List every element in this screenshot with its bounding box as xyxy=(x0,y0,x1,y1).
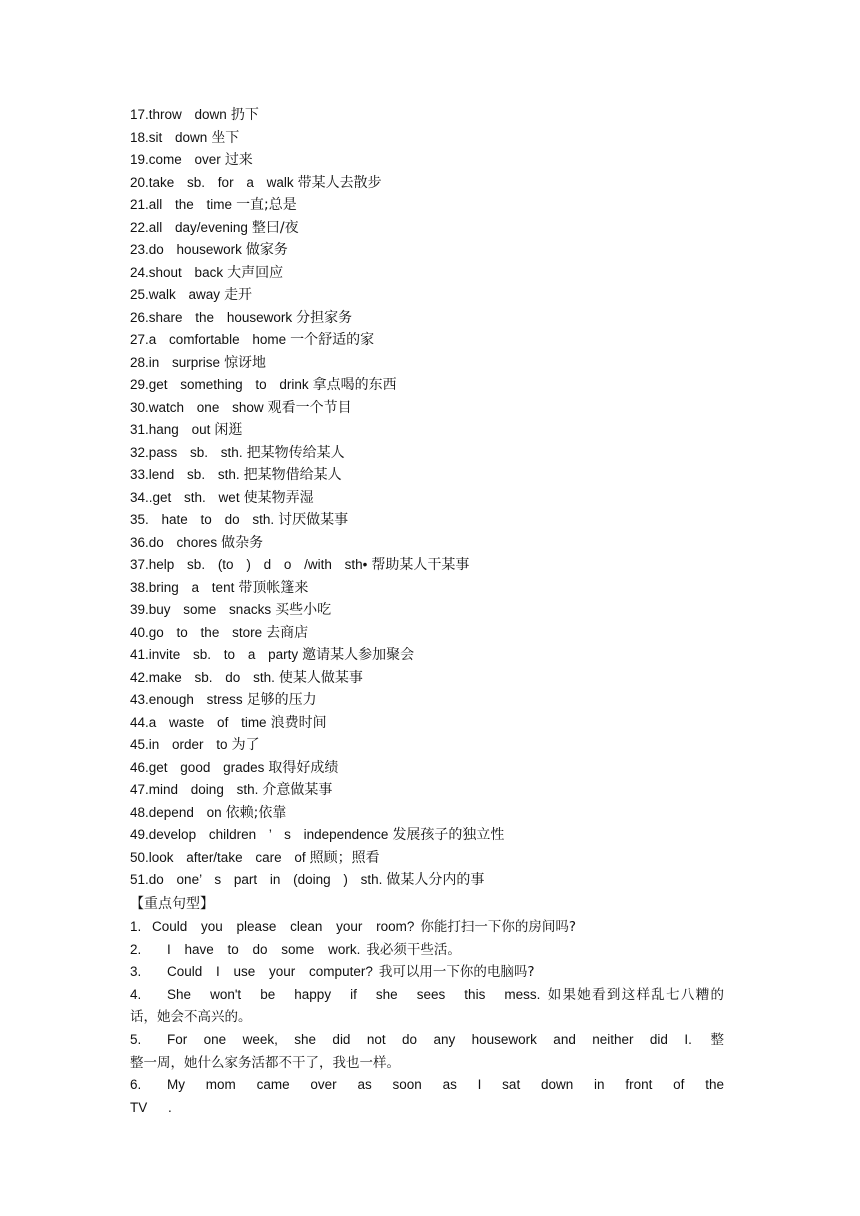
sentence-chinese: 整 xyxy=(709,1031,725,1048)
phrase-chinese: 拿点喝的东西 xyxy=(312,377,397,393)
phrase-item xyxy=(130,284,730,307)
sentence-english: Could you please clean your room? xyxy=(152,919,415,934)
phrase-number: 34. xyxy=(130,489,149,505)
phrase-number: 20. xyxy=(130,174,149,190)
phrase-item xyxy=(130,824,730,847)
phrase-number: 24. xyxy=(130,264,149,280)
phrase-number: 27. xyxy=(130,332,149,347)
sentence-item xyxy=(130,939,724,962)
phrase-english: shout back xyxy=(148,264,224,280)
phrase-item xyxy=(130,802,730,825)
sentence-english: For one week, she did not do any housework and neither did I. xyxy=(167,1031,692,1047)
phrase-number: 29. xyxy=(130,377,149,392)
phrase-chinese: 一直;总是 xyxy=(236,197,297,213)
phrase-item xyxy=(130,644,730,667)
phrase-chinese: 使某物弄湿 xyxy=(243,489,314,506)
phrase-english: all day/evening xyxy=(148,219,248,235)
phrase-chinese: 取得好成绩 xyxy=(268,759,339,776)
phrase-item xyxy=(130,419,730,442)
phrase-english: do chores xyxy=(148,534,218,550)
phrase-chinese: 大声回应 xyxy=(227,264,284,281)
phrase-number: 22. xyxy=(130,219,149,235)
phrase-chinese: 讨厌做某事 xyxy=(278,512,349,528)
sentence-number: 3. xyxy=(130,964,142,980)
sentence-english: She won't be happy if she sees this mess. xyxy=(167,986,541,1002)
phrase-english: share the housework xyxy=(148,309,293,325)
phrase-item xyxy=(130,869,730,892)
phrase-english: make sb. do sth. xyxy=(148,669,275,685)
phrase-chinese: 闲逛 xyxy=(214,422,243,438)
phrase-english: lend sb. sth. xyxy=(148,467,240,482)
phrase-number: 40. xyxy=(130,624,149,640)
phrase-chinese: 分担家务 xyxy=(296,309,353,326)
phrase-chinese: 做某人分内的事 xyxy=(386,872,485,888)
phrase-chinese: 做杂务 xyxy=(221,534,264,551)
phrase-number: 38. xyxy=(130,579,149,595)
phrase-item xyxy=(130,622,730,645)
phrase-item xyxy=(130,734,730,757)
phrase-chinese: 坐下 xyxy=(211,129,240,146)
sentence-chinese-continued: 整一周，她什么家务活都不干了，我也一样。 xyxy=(130,1054,400,1071)
phrase-item xyxy=(130,262,730,285)
phrase-item xyxy=(130,757,730,780)
phrase-number: 35. xyxy=(130,512,149,527)
phrase-chinese: 足够的压力 xyxy=(246,692,317,708)
phrase-english: take sb. for a walk xyxy=(148,174,294,190)
phrase-chinese: 把某物借给某人 xyxy=(243,467,342,483)
phrase-english: get good grades xyxy=(148,759,265,775)
sentence-english: I have to do some work. xyxy=(167,941,361,957)
phrase-number: 19. xyxy=(130,152,149,167)
phrase-number: 31. xyxy=(130,422,149,437)
phrase-item xyxy=(130,329,730,352)
sentence-chinese: 你能打扫一下你的房间吗? xyxy=(420,919,577,935)
phrase-item xyxy=(130,442,730,465)
phrase-number: 30. xyxy=(130,399,149,415)
phrase-chinese: 做家务 xyxy=(245,242,288,258)
phrase-english: do one’ s part in (doing ) sth. xyxy=(148,872,383,887)
sentence-number: 6. xyxy=(130,1077,142,1093)
phrase-number: 42. xyxy=(130,669,149,685)
phrase-number: 28. xyxy=(130,354,149,370)
phrase-number: 23. xyxy=(130,242,149,257)
phrase-item xyxy=(130,554,730,577)
sentence-chinese-continued: 话，她会不高兴的。 xyxy=(130,1009,252,1026)
phrase-item xyxy=(130,847,730,870)
phrase-chinese: 浪费时间 xyxy=(270,714,327,731)
phrase-number: 47. xyxy=(130,782,149,797)
phrase-english: enough stress xyxy=(148,692,243,707)
phrase-english: develop children ’ s independence xyxy=(148,827,389,842)
phrase-item xyxy=(130,509,730,532)
phrase-chinese: 扔下 xyxy=(230,107,259,123)
phrase-item xyxy=(130,127,730,150)
phrase-item xyxy=(130,307,730,330)
phrase-number: 25. xyxy=(130,287,149,302)
phrase-item xyxy=(130,667,730,690)
sentence-chinese: 我必须干些活。 xyxy=(366,941,461,958)
sentence-item xyxy=(130,1074,724,1119)
phrase-chinese: 带某人去散步 xyxy=(297,174,382,191)
sentence-list xyxy=(130,916,724,1119)
phrase-english: in surprise xyxy=(148,354,221,370)
phrase-chinese: 买些小吃 xyxy=(275,602,332,618)
phrase-item xyxy=(130,599,730,622)
phrase-item xyxy=(130,532,730,555)
sentence-item xyxy=(130,1029,724,1074)
phrase-english: sit down xyxy=(148,129,208,145)
phrase-number: 51. xyxy=(130,872,149,887)
phrase-item xyxy=(130,104,730,127)
phrase-number: 33. xyxy=(130,467,149,482)
phrase-number: 37. xyxy=(130,557,149,572)
phrase-number: 36. xyxy=(130,534,149,550)
phrase-chinese: 过来 xyxy=(224,152,253,168)
phrase-number: 26. xyxy=(130,309,149,325)
phrase-chinese: 帮助某人干某事 xyxy=(371,557,470,573)
phrase-english: invite sb. to a party xyxy=(148,647,299,662)
phrase-chinese: 整曰/夜 xyxy=(251,219,299,236)
sentence-english: Could I use your computer? xyxy=(167,964,373,980)
phrase-chinese: 把某物传给某人 xyxy=(246,444,345,461)
phrase-item xyxy=(130,352,730,375)
phrase-number: 49. xyxy=(130,827,149,842)
phrase-chinese: 带顶帐篷来 xyxy=(238,579,309,596)
phrase-number: 50. xyxy=(130,849,149,865)
phrase-english: do housework xyxy=(148,242,242,257)
phrase-english: buy some snacks xyxy=(148,602,272,617)
phrase-english: in order to xyxy=(148,737,228,752)
phrase-item xyxy=(130,149,730,172)
phrase-english: depend on xyxy=(148,804,222,820)
phrase-list xyxy=(130,104,730,892)
phrase-item xyxy=(130,172,730,195)
phrase-item xyxy=(130,487,730,510)
phrase-english: hang out xyxy=(148,422,211,437)
phrase-number: 18. xyxy=(130,129,149,145)
phrase-item xyxy=(130,577,730,600)
phrase-number: 17. xyxy=(130,107,149,122)
phrase-item xyxy=(130,464,730,487)
phrase-item xyxy=(130,779,730,802)
phrase-number: 39. xyxy=(130,602,149,617)
phrase-english: a waste of time xyxy=(148,714,267,730)
phrase-chinese: 为了 xyxy=(231,737,260,753)
phrase-chinese: 惊讶地 xyxy=(224,354,267,371)
phrase-number: 48. xyxy=(130,804,149,820)
sentence-number: 2. xyxy=(130,941,142,957)
phrase-english: pass sb. sth. xyxy=(148,444,243,460)
phrase-item xyxy=(130,374,730,397)
phrase-chinese: 照顾；照看 xyxy=(309,849,380,866)
phrase-english: .get sth. wet xyxy=(148,489,240,505)
sentence-number: 1. xyxy=(130,919,142,934)
sentence-item xyxy=(130,984,724,1029)
phrase-english: throw down xyxy=(148,107,227,122)
phrase-english: walk away xyxy=(148,287,221,302)
phrase-number: 43. xyxy=(130,692,149,707)
phrase-english: get something to drink xyxy=(148,377,309,392)
phrase-chinese: 使某人做某事 xyxy=(278,669,363,686)
sentence-chinese: 如果她看到这样乱七八糟的 xyxy=(546,986,725,1003)
phrase-chinese: 一个舒适的家 xyxy=(290,332,375,348)
phrase-english: a comfortable home xyxy=(148,332,287,347)
sentence-item xyxy=(130,961,724,984)
phrase-number: 46. xyxy=(130,759,149,775)
phrase-chinese: 依赖;依靠 xyxy=(225,804,287,821)
phrase-english: help sb. (to ) d o /with sth• xyxy=(148,557,368,572)
phrase-english: all the time xyxy=(148,197,233,212)
phrase-number: 45. xyxy=(130,737,149,752)
phrase-chinese: 发展孩子的独立性 xyxy=(392,827,505,843)
phrase-english: go to the store xyxy=(148,624,263,640)
sentence-number: 5. xyxy=(130,1031,142,1047)
sentence-english: My mom came over as soon as I sat down in front of the TV . xyxy=(130,1077,724,1115)
phrase-number: 44. xyxy=(130,714,149,730)
phrase-item xyxy=(130,239,730,262)
sentence-chinese: 我可以用一下你的电脑吗? xyxy=(378,964,535,981)
phrase-chinese: 观看一个节目 xyxy=(267,399,352,416)
phrase-item xyxy=(130,397,730,420)
phrase-number: 21. xyxy=(130,197,149,212)
phrase-chinese: 邀请某人参加聚会 xyxy=(302,647,415,663)
phrase-chinese: 走开 xyxy=(224,287,253,303)
sentence-item xyxy=(130,916,724,939)
phrase-english: come over xyxy=(148,152,221,167)
phrase-number: 41. xyxy=(130,647,149,662)
phrase-english: hate to do sth. xyxy=(148,512,275,527)
phrase-english: look after/take care of xyxy=(148,849,306,865)
sentence-number: 4. xyxy=(130,986,142,1002)
phrase-chinese: 介意做某事 xyxy=(262,782,333,798)
phrase-item xyxy=(130,194,730,217)
phrase-english: bring a tent xyxy=(148,579,235,595)
phrase-chinese: 去商店 xyxy=(266,624,309,641)
phrase-english: watch one show xyxy=(148,399,264,415)
phrase-item xyxy=(130,712,730,735)
phrase-english: mind doing sth. xyxy=(148,782,259,797)
phrase-item xyxy=(130,689,730,712)
phrase-number: 32. xyxy=(130,444,149,460)
section-heading: 【重点句型】 xyxy=(130,896,214,912)
phrase-item xyxy=(130,217,730,240)
